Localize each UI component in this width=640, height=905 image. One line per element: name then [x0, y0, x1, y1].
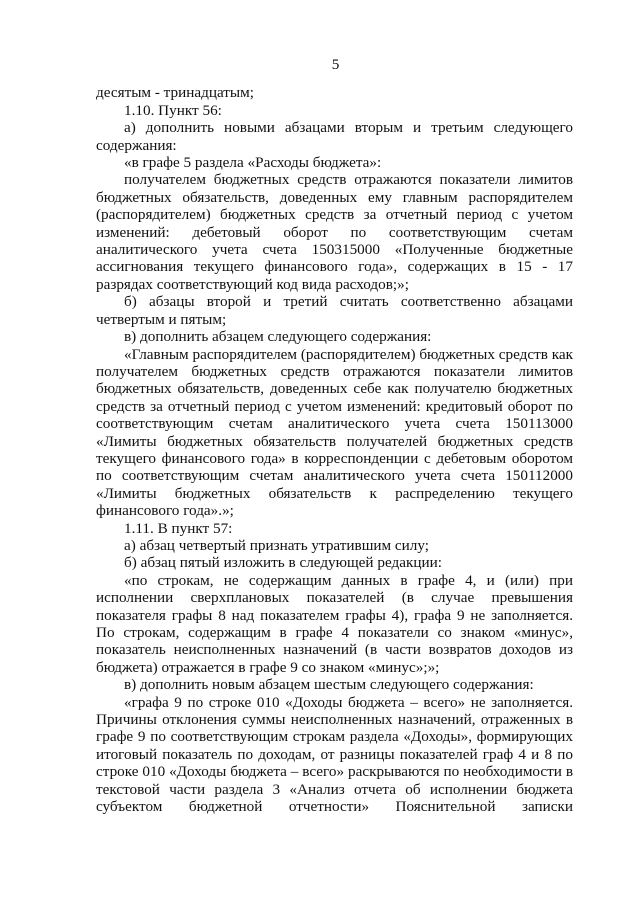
paragraph-14: «графа 9 по строке 010 «Доходы бюджета – всего» не заполняется. Причины отклонения суммы неисполненных назначений, отраженных в графе 9 по соответствующим строкам раздела «Доходы», формирующих итоговый показатель по доходам, от разницы показателей граф 4 и 8 по строке 010 «Доходы бюджета – всего» раскрываются по необходимости в текстовой части раздела 3 «Анализ отчета об исполнении бюджета субъектом бюджетной отчетности» Пояснительной записки	[96, 693, 573, 816]
paragraph-7: в) дополнить абзацем следующего содержания:	[124, 328, 432, 346]
paragraph-3: а) дополнить новыми абзацами вторым и третьим следующего содержания:	[96, 119, 573, 154]
paragraph-4: «в графе 5 раздела «Расходы бюджета»:	[124, 154, 382, 172]
paragraph-11: б) абзац пятый изложить в следующей редакции:	[124, 554, 442, 572]
paragraph-9: 1.11. В пункт 57:	[124, 519, 233, 537]
page-number: 5	[331, 56, 340, 73]
paragraph-2: 1.10. Пункт 56:	[124, 101, 222, 119]
paragraph-1: десятым - тринадцатым;	[96, 84, 254, 102]
paragraph-12: «по строкам, не содержащим данных в графе 4, и (или) при исполнении сверхплановых показателей (в случае превышения показателя графы 8 над показателем графы 4), графа 9 не заполняется. По строкам, содержащим в графе 4 показатели со знаком «минус», показатель неисполненных назначений (в части возвратов доходов из бюджета) отражается в графе 9 со знаком «минус»;»;	[96, 571, 573, 676]
paragraph-5: получателем бюджетных средств отражаются показатели лимитов бюджетных обязательств, доведенных ему главным распорядителем (распорядителем) бюджетных средств за отчетный период с учетом изменений: дебетовый оборот по соответствующим счетам аналитического учета счета 150315000 «Полученные бюджетные ассигнования текущего финансового года», содержащих в 15 - 17 разрядах соответствующий код вида расходов;»;	[96, 171, 573, 293]
paragraph-10: а) абзац четвертый признать утратившим силу;	[124, 536, 429, 554]
paragraph-13: в) дополнить новым абзацем шестым следующего содержания:	[124, 676, 534, 694]
paragraph-8: «Главным распорядителем (распорядителем) бюджетных средств как получателем бюджетных средств отражаются показатели лимитов бюджетных обязательств, доведенных себе как получателю бюджетных средств за отчетный период с учетом изменений: кредитовый оборот по соответствующим счетам аналитического учета счета 150113000 «Лимиты бюджетных обязательств получателей бюджетных средств текущего финансового года» в корреспонденции с дебетовым оборотом по соответствующим счетам аналитического учета счета 150112000 «Лимиты бюджетных обязательств к распределению текущего финансового года».»;	[96, 345, 573, 520]
paragraph-6: б) абзацы второй и третий считать соответственно абзацами четвертым и пятым;	[96, 293, 573, 328]
